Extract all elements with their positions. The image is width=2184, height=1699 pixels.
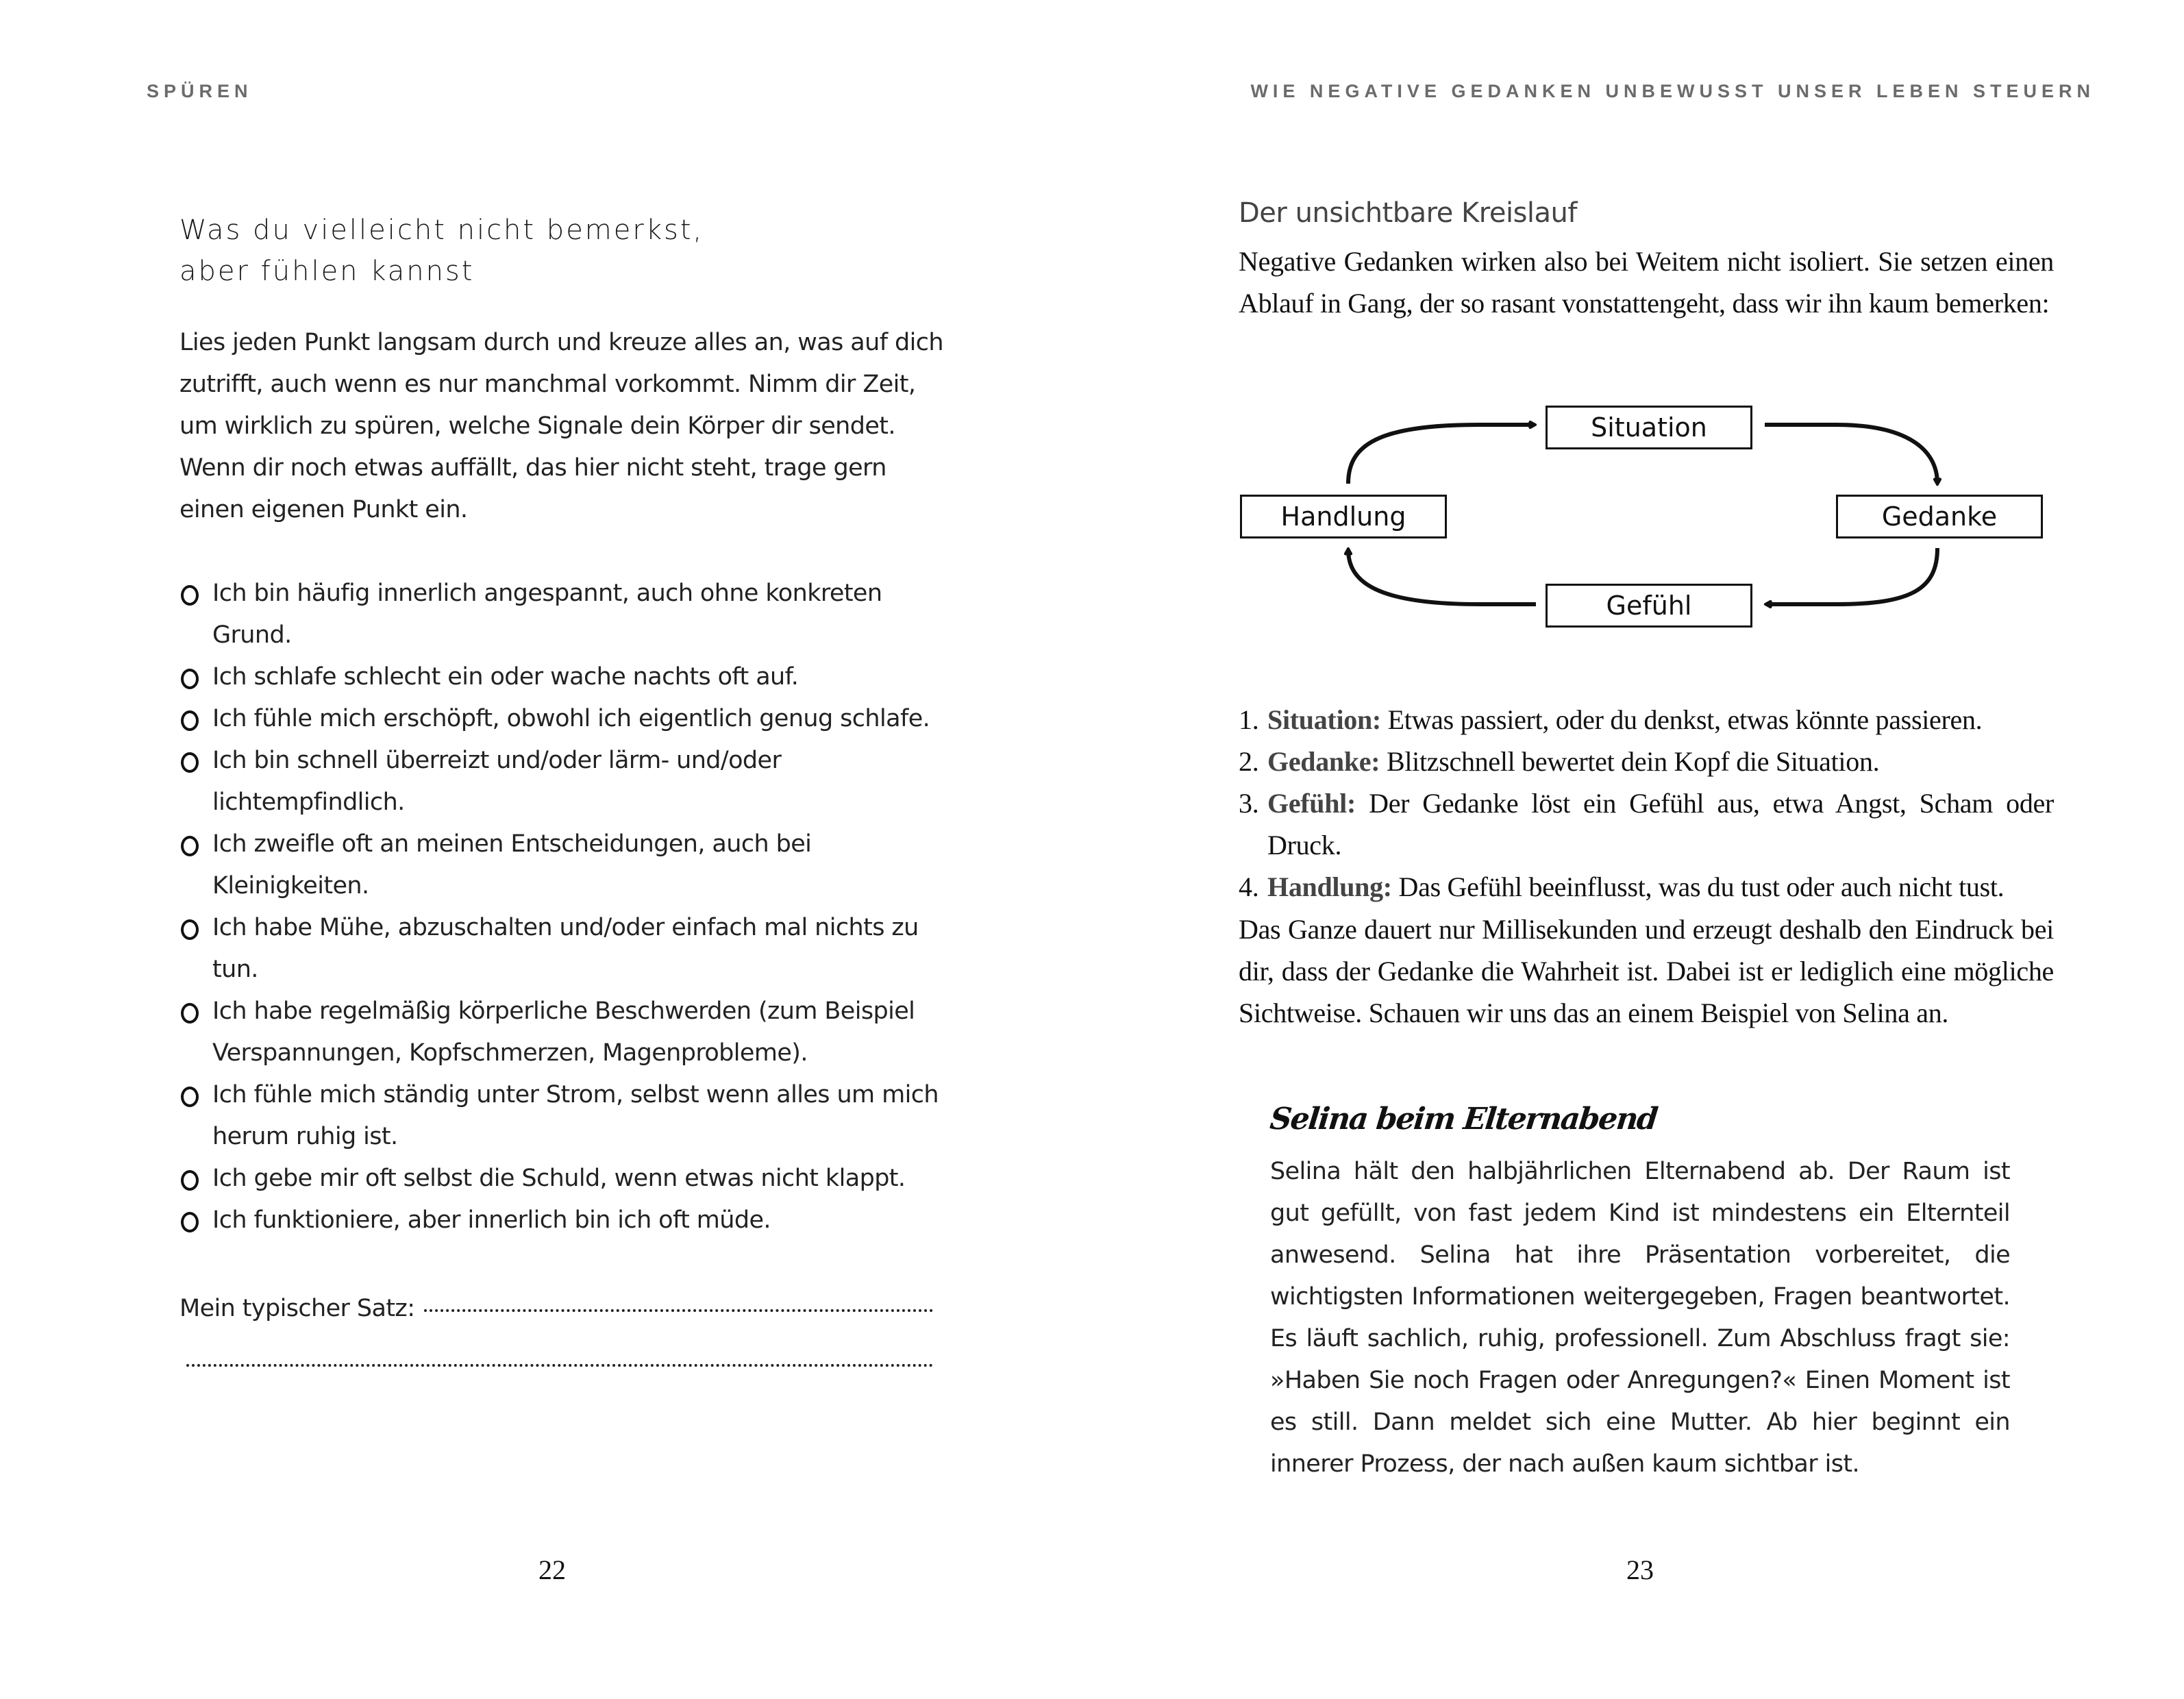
arrow-gedanke-to-gefuehl [1766, 548, 1937, 604]
diagram-box-handlung: Handlung [1240, 495, 1447, 538]
section-title-line1: Was du vielleicht nicht bemerkst, [179, 214, 704, 246]
story-title: Selina beim Elternabend [1268, 1102, 1659, 1137]
checklist-item: Ich funktioniere, aber innerlich bin ich oft müde. [179, 1200, 947, 1241]
diagram-box-gefuehl: Gefühl [1546, 584, 1752, 628]
running-head-right: WIE NEGATIVE GEDANKEN UNBEWUSST UNSER LEBEN STEUERN [1250, 81, 2095, 101]
diagram-box-gedanke: Gedanke [1836, 495, 2043, 538]
checklist-item: Ich fühle mich erschöpft, obwohl ich eigentlich genug schlafe. [179, 698, 947, 740]
step-item: 1. Situation: Etwas passiert, oder du denkst, etwas könnte passieren. [1239, 704, 1983, 735]
page-number-left: 22 [538, 1554, 566, 1585]
arrow-situation-to-gedanke [1765, 425, 1937, 484]
checklist-item: Ich habe regelmäßig körperliche Beschwerden (zum Beispiel Verspannungen, Kopfschmerzen, Magenprobleme). [179, 991, 947, 1074]
checklist-item: Ich fühle mich ständig unter Strom, selbst wenn alles um mich herum ruhig ist. [179, 1074, 947, 1158]
intro-paragraph-right: Negative Gedanken wirken also bei Weitem nicht isoliert. Sie setzen einen Ablauf in Gang, der so rasant vonstattengeht, dass wir ihn kaum bemerken: [1239, 246, 2054, 319]
checklist-item: Ich bin häufig innerlich angespannt, auch ohne konkreten Grund. [179, 573, 947, 656]
typical-sentence-label: Mein typischer Satz: [179, 1295, 415, 1322]
diagram-box-situation: Situation [1546, 406, 1752, 449]
arrow-gefuehl-to-handlung [1348, 549, 1536, 604]
checklist-item: Ich bin schnell überreizt und/oder lärm- und/oder lichtempfindlich. [179, 740, 947, 823]
checklist-item: Ich habe Mühe, abzuschalten und/oder einfach mal nichts zu tun. [179, 907, 947, 991]
checklist-item: Ich zweifle oft an meinen Entscheidungen, auch bei Kleinigkeiten. [179, 823, 947, 907]
running-head-left: SPÜREN [147, 81, 253, 101]
intro-paragraph: Lies jeden Punkt langsam durch und kreuze alles an, was auf dich zutrifft, auch wenn es nur manchmal vorkommt. Nimm dir Zeit, um wirklich zu spüren, welche Signale dein Körper dir sendet. Wenn dir noch etwas auffällt, das hier nicht steht, trage gern einen eigenen Punkt ein. [179, 329, 943, 523]
subheading: Der unsichtbare Kreislauf [1239, 197, 1577, 229]
story-paragraph: Selina hält den halbjährlichen Elternabend ab. Der Raum ist gut gefüllt, von fast jedem Kind ist mindestens ein Elternteil anwesend. Selina hat ihre Präsentation vorbereitet, die wichtigsten Informationen weitergegeben, Fragen beantwortet. Es läuft sachlich, ruhig, professionell. Zum Abschluss fragt sie: »Haben Sie noch Fragen oder Anregungen?« Einen Moment ist es still. Dann meldet sich eine Mutter. Ab hier beginnt ein innerer Prozess, der nach außen kaum sichtbar ist. [1270, 1158, 2010, 1478]
explanation-paragraph: Das Ganze dauert nur Millisekunden und erzeugt deshalb den Eindruck bei dir, dass der Gedanke die Wahrheit ist. Dabei ist er lediglich eine mögliche Sichtweise. Schauen wir uns das an einem Beispiel von Selina an. [1239, 914, 2054, 1028]
step-item: 3. Gefühl: Der Gedanke löst ein Gefühl aus, etwa Angst, Scham oder Druck. [1239, 788, 2054, 860]
checklist-item: Ich schlafe schlecht ein oder wache nachts oft auf. [179, 656, 947, 698]
arrow-handlung-to-situation [1348, 425, 1535, 484]
checklist-item: Ich gebe mir oft selbst die Schuld, wenn etwas nicht klappt. [179, 1158, 947, 1200]
step-item: 2. Gedanke: Blitzschnell bewertet dein Kopf die Situation. [1239, 746, 1880, 777]
section-title-line2: aber fühlen kannst [179, 256, 475, 287]
step-item: 4. Handlung: Das Gefühl beeinflusst, was du tust oder auch nicht tust. [1239, 871, 2005, 902]
page-number-right: 23 [1626, 1554, 1654, 1585]
